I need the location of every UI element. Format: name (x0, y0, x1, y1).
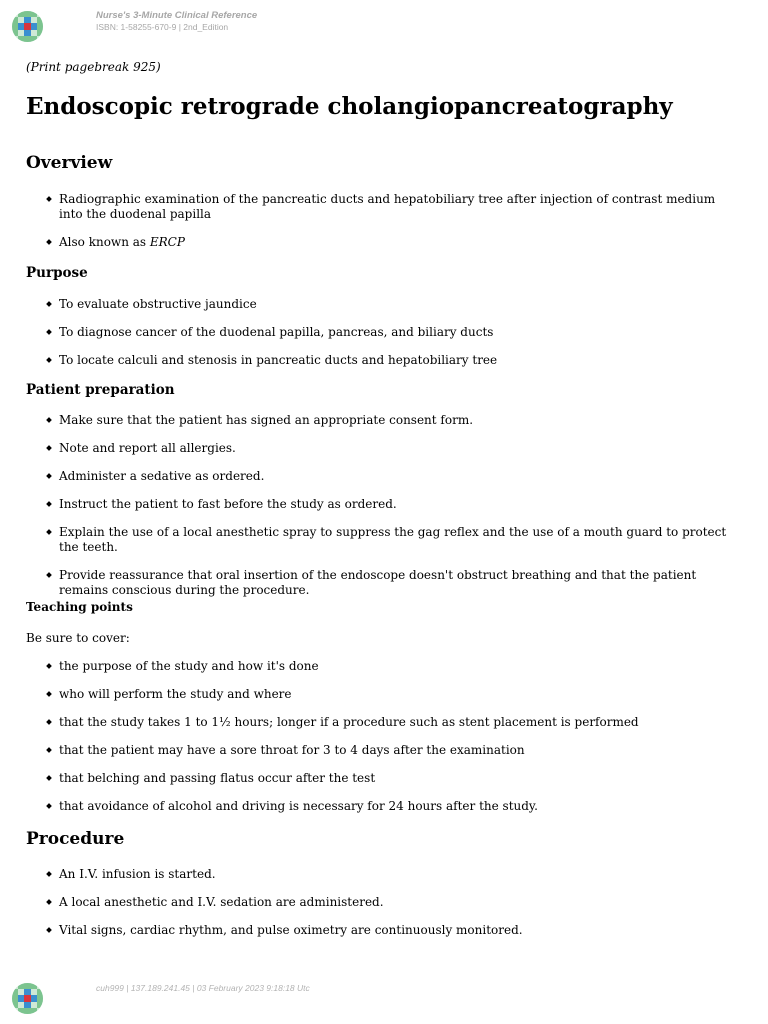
list-item (26, 235, 741, 250)
list-item: that the study takes 1 to 1½ hours; longer if a procedure such as stent placement is performed (26, 715, 741, 730)
list-item: Explain the use of a local anesthetic spray to suppress the gag reflex and the use of a mouth guard to protect the teeth. (26, 525, 741, 555)
overview-heading: Overview (26, 153, 113, 173)
list-item: An I.V. infusion is started. (26, 867, 741, 882)
list-item: Radiographic examination of the pancreatic ducts and hepatobiliary tree after injection of contrast medium into the duodenal papilla (26, 192, 741, 222)
teaching-heading: Teaching points (26, 600, 133, 614)
book-isbn: ISBN: 1-58255-670-9 | 2nd_Edition (96, 22, 229, 32)
purpose-heading: Purpose (26, 265, 88, 281)
list-item: the purpose of the study and how it's done (26, 659, 741, 674)
list-item: who will perform the study and where (26, 687, 741, 702)
ercp-term: ERCP (149, 235, 185, 249)
list-item: To locate calculi and stenosis in pancreatic ducts and hepatobiliary tree (26, 353, 741, 368)
procedure-heading: Procedure (26, 829, 125, 849)
list-item: Vital signs, cardiac rhythm, and pulse oximetry are continuously monitored. (26, 923, 741, 938)
list-item: Provide reassurance that oral insertion of the endoscope doesn't obstruct breathing and that the patient remains conscious during the procedure. (26, 568, 741, 598)
book-title: Nurse's 3-Minute Clinical Reference (96, 10, 258, 21)
logo-tile (37, 1008, 43, 1014)
list-item: To diagnose cancer of the duodenal papilla, pancreas, and biliary ducts (26, 325, 741, 340)
list-item: that the patient may have a sore throat for 3 to 4 days after the examination (26, 743, 741, 758)
access-footer: cuh999 | 137.189.241.45 | 03 February 2023 9:18:18 Utc (96, 983, 310, 993)
list-item: Make sure that the patient has signed an appropriate consent form. (26, 413, 741, 428)
page-title: Endoscopic retrograde cholangiopancreatography (26, 93, 673, 120)
preparation-list (26, 413, 741, 611)
list-item: To evaluate obstructive jaundice (26, 297, 741, 312)
list-item: that avoidance of alcohol and driving is necessary for 24 hours after the study. (26, 799, 741, 814)
preparation-heading: Patient preparation (26, 382, 175, 398)
list-item: Note and report all allergies. (26, 441, 741, 456)
overview-list (26, 192, 741, 263)
teaching-intro: Be sure to cover: (26, 631, 130, 645)
procedure-list (26, 867, 741, 951)
book-header (96, 9, 257, 33)
list-item: Instruct the patient to fast before the study as ordered. (26, 497, 741, 512)
publisher-logo-icon (12, 11, 43, 42)
pagebreak-note: (Print pagebreak 925) (26, 60, 161, 74)
list-item: A local anesthetic and I.V. sedation are administered. (26, 895, 741, 910)
list-item: Administer a sedative as ordered. (26, 469, 741, 484)
publisher-logo-icon (12, 983, 43, 1014)
list-item: that belching and passing flatus occur after the test (26, 771, 741, 786)
list-item-text: Also known as (59, 235, 150, 249)
teaching-list (26, 659, 741, 827)
logo-tile (37, 36, 43, 42)
purpose-list (26, 297, 741, 381)
